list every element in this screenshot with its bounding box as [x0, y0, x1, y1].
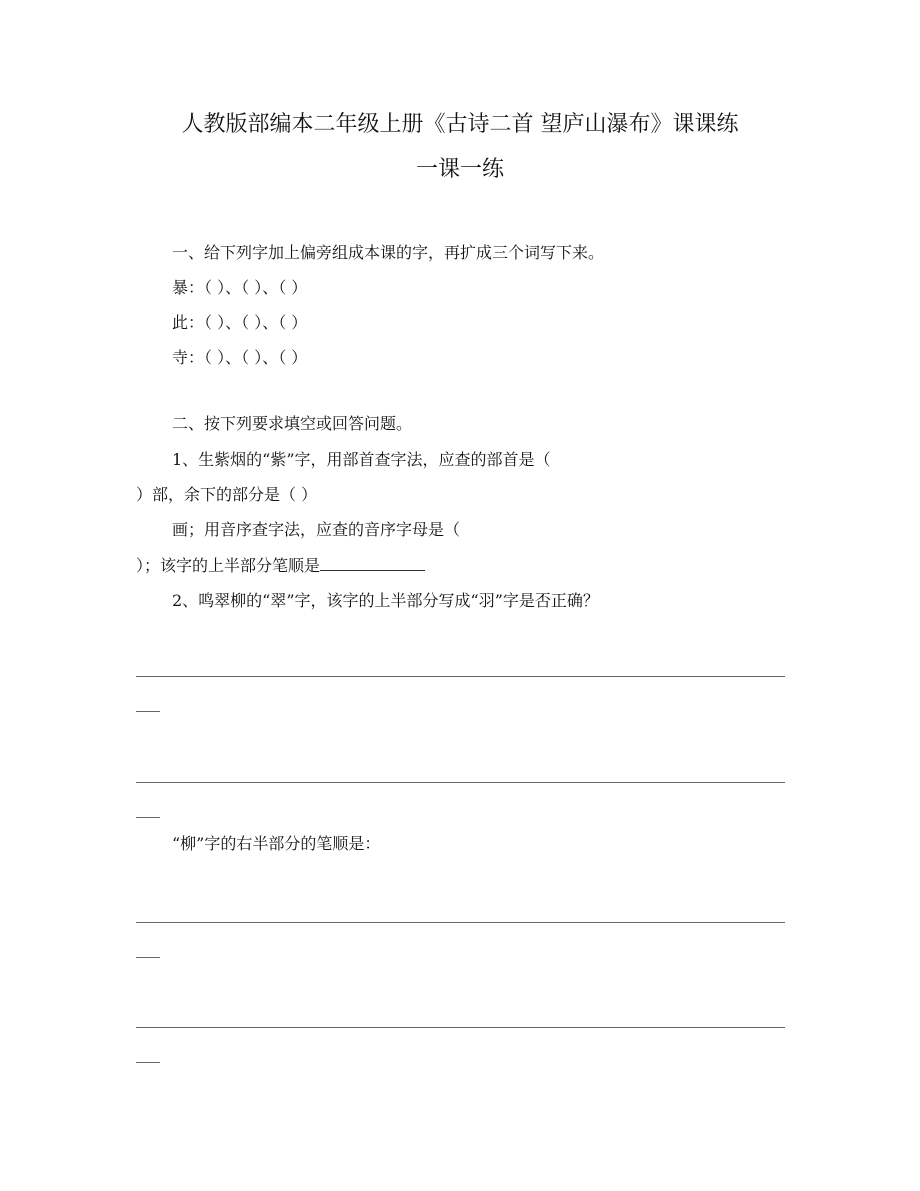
answer-line-end: [136, 1062, 160, 1063]
q1-line-4-text: ）；该字的上半部分笔顺是: [136, 556, 321, 575]
section1-item-3: [172, 348, 307, 368]
item-blanks: （ ）、（ ）、（ ）: [204, 278, 308, 297]
answer-line[interactable]: [136, 782, 785, 783]
answer-line[interactable]: [136, 1027, 785, 1028]
q2-line-1: 2、鸣翠柳的“翠”字，该字的上半部分写成“羽”字是否正确？: [172, 591, 599, 610]
item-char: 此：: [172, 313, 205, 332]
title-line-2: 一课一练: [415, 157, 504, 182]
q2-sub-question: “柳”字的右半部分的笔顺是：: [172, 834, 381, 853]
q1-line-3: 画；用音序查字法，应查的音序字母是（: [172, 520, 461, 539]
title-line-1: 人教版部编本二年级上册《古诗二首 望庐山瀑布》课课练: [181, 112, 739, 137]
answer-line-end: [136, 957, 160, 958]
q1-line-2: ）部，余下的部分是（ ）: [136, 485, 318, 504]
item-char: 寺：: [172, 348, 205, 367]
section2-heading: 二、按下列要求填空或回答问题。: [172, 414, 413, 433]
item-char: 暴：: [172, 278, 205, 297]
answer-line-end: [136, 817, 160, 818]
stroke-order-blank[interactable]: [320, 555, 425, 571]
answer-line[interactable]: [136, 676, 785, 677]
answer-line-end: [136, 711, 160, 712]
item-blanks: （ ）、（ ）、（ ）: [204, 348, 308, 367]
q1-line-1: 1、生紫烟的“紫”字，用部首查字法，应查的部首是（: [172, 450, 551, 469]
section1-item-2: [172, 313, 307, 333]
item-blanks: （ ）、（ ）、（ ）: [204, 313, 308, 332]
section1-heading: 一、给下列字加上偏旁组成本课的字，再扩成三个词写下来。: [172, 243, 605, 262]
section1-item-1: [172, 278, 307, 298]
q1-line-4: [136, 555, 425, 576]
answer-line[interactable]: [136, 922, 785, 923]
